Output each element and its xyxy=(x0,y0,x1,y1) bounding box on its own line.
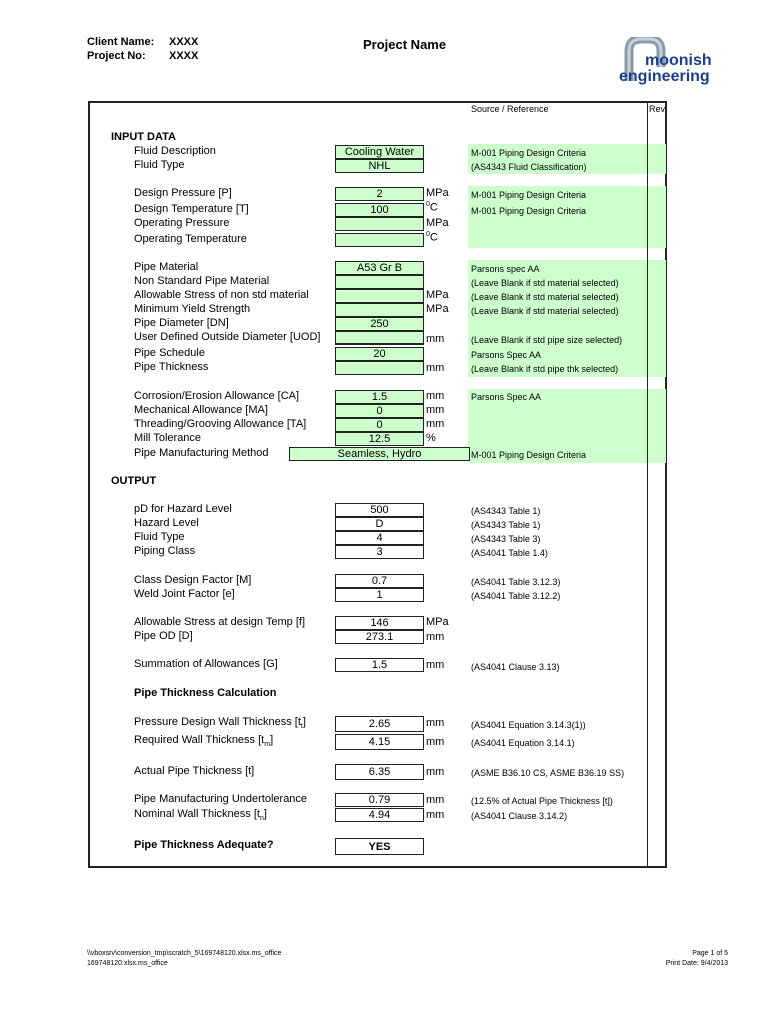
mechanical-unit: mm xyxy=(426,404,445,416)
required-wall-value: 4.15 xyxy=(335,734,424,750)
nominal-wall-ref: (AS4041 Clause 3.14.2) xyxy=(471,811,568,821)
class-design-factor-value: 0.7 xyxy=(335,574,424,588)
user-od-input[interactable] xyxy=(335,331,424,345)
required-wall-ref: (AS4041 Equation 3.14.1) xyxy=(471,738,575,748)
footer-page: Page 1 of 5 xyxy=(692,950,728,957)
non-std-material-ref: (Leave Blank if std material selected) xyxy=(471,278,619,288)
allowable-stress-non-std-unit: MPa xyxy=(426,289,449,301)
corrosion-unit: mm xyxy=(426,390,445,402)
pipe-thickness-input[interactable] xyxy=(335,361,424,375)
actual-thickness-ref: (ASME B36.10 CS, ASME B36.19 SS) xyxy=(471,768,625,778)
pipe-od-unit: mm xyxy=(426,631,445,643)
manufacturing-ref: M-001 Piping Design Criteria xyxy=(471,450,587,460)
pipe-material-input[interactable]: A53 Gr B xyxy=(335,261,424,275)
weld-joint-ref: (AS4041 Table 3.12.2) xyxy=(471,591,561,601)
fluid-type-label: Fluid Type xyxy=(134,159,185,171)
mill-tolerance-label: Mill Tolerance xyxy=(134,432,202,444)
corrosion-ref: Parsons Spec AA xyxy=(471,392,542,402)
weld-joint-value: 1 xyxy=(335,588,424,602)
footer-path: \\vboxsrv\conversion_tmp\scratch_5\169748120.xlsx.ms_office xyxy=(87,950,282,957)
rev-column-divider xyxy=(647,101,648,868)
piping-class-ref: (AS4041 Table 1.4) xyxy=(471,548,548,558)
adequate-label: Pipe Thickness Adequate? xyxy=(134,839,274,851)
pipe-schedule-ref: Parsons Spec AA xyxy=(471,350,542,360)
operating-pressure-unit: MPa xyxy=(426,217,449,229)
allowable-stress-non-std-ref: (Leave Blank if std material selected) xyxy=(471,292,619,302)
min-yield-input[interactable] xyxy=(335,303,424,317)
sum-allowances-unit: mm xyxy=(426,659,445,671)
design-temperature-unit xyxy=(426,201,438,214)
design-pressure-input[interactable]: 2 xyxy=(335,187,424,201)
nominal-wall-label xyxy=(134,808,267,822)
fluid-type-input[interactable]: NHL xyxy=(335,159,424,173)
subscript: m xyxy=(264,741,271,749)
threading-label: Threading/Grooving Allowance [TA] xyxy=(134,418,307,430)
non-std-material-input[interactable] xyxy=(335,275,424,289)
user-od-label: User Defined Outside Diameter [UOD] xyxy=(134,331,321,343)
pressure-design-ref: (AS4041 Equation 3.14.3(1)) xyxy=(471,720,586,730)
undertolerance-ref: (12.5% of Actual Pipe Thickness [t]) xyxy=(471,796,613,806)
operating-temperature-label: Operating Temperature xyxy=(134,233,247,245)
pipe-material-label: Pipe Material xyxy=(134,261,199,273)
actual-thickness-value: 6.35 xyxy=(335,764,424,780)
design-temperature-ref: M-001 Piping Design Criteria xyxy=(471,206,587,216)
client-name-value: XXXX xyxy=(169,36,199,48)
nominal-wall-unit: mm xyxy=(426,809,445,821)
subscript: t xyxy=(300,723,303,731)
fluid-description-input[interactable]: Cooling Water xyxy=(335,145,424,159)
calc-heading: Pipe Thickness Calculation xyxy=(134,687,277,699)
bracket: ] xyxy=(302,716,306,728)
pressure-design-label xyxy=(134,716,306,730)
operating-pressure-input[interactable] xyxy=(335,217,424,231)
pipe-od-label: Pipe OD [D] xyxy=(134,630,193,642)
bracket: ] xyxy=(270,734,274,746)
project-no-value: XXXX xyxy=(169,50,199,62)
bracket: ] xyxy=(263,808,267,820)
client-name-label: Client Name: xyxy=(87,36,155,48)
pipe-thickness-label: Pipe Thickness xyxy=(134,361,209,373)
manufacturing-label: Pipe Manufacturing Method xyxy=(134,447,269,459)
pipe-thickness-ref: (Leave Blank if std pipe thk selected) xyxy=(471,364,619,374)
rev-bg xyxy=(648,186,666,248)
logo-text-top: moonish xyxy=(645,52,712,69)
pipe-schedule-label: Pipe Schedule xyxy=(134,347,205,359)
mechanical-input[interactable]: 0 xyxy=(335,404,424,418)
allowable-stress-non-std-label: Allowable Stress of non std material xyxy=(134,289,309,301)
output-heading: OUTPUT xyxy=(111,475,157,487)
allowable-stress-non-std-input[interactable] xyxy=(335,289,424,303)
source-reference-header: Source / Reference xyxy=(471,104,549,114)
output-fluid-type-label: Fluid Type xyxy=(134,531,185,543)
hazard-level-label: Hazard Level xyxy=(134,517,199,529)
operating-temperature-input[interactable] xyxy=(335,233,424,247)
min-yield-ref: (Leave Blank if std material selected) xyxy=(471,306,619,316)
hazard-level-value: D xyxy=(335,517,424,531)
pipe-thickness-unit: mm xyxy=(426,362,445,374)
sum-allowances-ref: (AS4041 Clause 3.13) xyxy=(471,662,560,672)
piping-class-label: Piping Class xyxy=(134,545,196,557)
allowable-stress-label: Allowable Stress at design Temp [f] xyxy=(134,616,305,628)
operating-pressure-label: Operating Pressure xyxy=(134,217,230,229)
rev-bg xyxy=(648,260,666,377)
footer-file: 169748120.xlsx.ms_office xyxy=(87,960,168,967)
required-wall-label-text: Required Wall Thickness [t xyxy=(134,734,265,746)
company-logo xyxy=(611,37,729,89)
rev-bg xyxy=(648,144,666,174)
class-design-factor-label: Class Design Factor [M] xyxy=(134,574,252,586)
weld-joint-label: Weld Joint Factor [e] xyxy=(134,588,235,600)
pd-hazard-value: 500 xyxy=(335,503,424,517)
nominal-wall-label-text: Nominal Wall Thickness [t xyxy=(134,808,260,820)
pressure-design-unit: mm xyxy=(426,717,445,729)
allowable-stress-unit: MPa xyxy=(426,616,449,628)
sum-allowances-label: Summation of Allowances [G] xyxy=(134,658,278,670)
sum-allowances-value: 1.5 xyxy=(335,658,424,672)
output-fluid-type-value: 4 xyxy=(335,531,424,545)
undertolerance-value: 0.79 xyxy=(335,793,424,807)
pipe-schedule-input[interactable]: 20 xyxy=(335,347,424,361)
output-fluid-type-ref: (AS4343 Table 3) xyxy=(471,534,541,544)
min-yield-unit: MPa xyxy=(426,303,449,315)
subscript: n xyxy=(259,815,264,823)
corrosion-input[interactable]: 1.5 xyxy=(335,390,424,404)
pipe-od-value: 273.1 xyxy=(335,630,424,644)
input-data-heading: INPUT DATA xyxy=(111,131,176,143)
fluid-description-ref: M-001 Piping Design Criteria xyxy=(471,148,587,158)
operating-temperature-unit xyxy=(426,231,438,244)
pipe-material-ref: Parsons spec AA xyxy=(471,264,540,274)
degree-sup: 0 xyxy=(426,231,430,238)
manufacturing-select[interactable]: Seamless, Hydro xyxy=(289,447,470,461)
unit-c: C xyxy=(429,231,438,244)
design-temperature-label: Design Temperature [T] xyxy=(134,203,249,215)
actual-thickness-label: Actual Pipe Thickness [t] xyxy=(134,765,255,777)
fluid-type-ref: (AS4343 Fluid Classification) xyxy=(471,162,587,172)
pd-hazard-ref: (AS4343 Table 1) xyxy=(471,506,541,516)
mechanical-label: Mechanical Allowance [MA] xyxy=(134,404,268,416)
footer-print-date: Print Date: 9/4/2013 xyxy=(665,960,728,967)
rev-bg xyxy=(648,389,666,463)
pipe-diameter-input[interactable]: 250 xyxy=(335,317,424,331)
piping-class-value: 3 xyxy=(335,545,424,559)
hazard-level-ref: (AS4343 Table 1) xyxy=(471,520,541,530)
threading-input[interactable]: 0 xyxy=(335,418,424,432)
design-pressure-label: Design Pressure [P] xyxy=(134,187,232,199)
unit-c: C xyxy=(429,201,438,214)
user-od-ref: (Leave Blank if std pipe size selected) xyxy=(471,335,623,345)
allowable-stress-value: 146 xyxy=(335,616,424,630)
required-wall-unit: mm xyxy=(426,736,445,748)
min-yield-label: Minimum Yield Strength xyxy=(134,303,251,315)
project-name: Project Name xyxy=(363,37,447,52)
adequate-value: YES xyxy=(335,838,424,855)
undertolerance-label: Pipe Manufacturing Undertolerance xyxy=(134,793,308,805)
mill-tolerance-unit: % xyxy=(426,432,436,444)
nominal-wall-value: 4.94 xyxy=(335,808,424,822)
design-pressure-unit: MPa xyxy=(426,187,449,199)
degree-sup: 0 xyxy=(426,201,430,208)
undertolerance-unit: mm xyxy=(426,794,445,806)
corrosion-label: Corrosion/Erosion Allowance [CA] xyxy=(134,390,300,402)
project-no-label: Project No: xyxy=(87,50,146,62)
pressure-design-value: 2.65 xyxy=(335,716,424,732)
design-temperature-input[interactable]: 100 xyxy=(335,203,424,217)
actual-thickness-unit: mm xyxy=(426,766,445,778)
class-design-factor-ref: (AS4041 Table 3.12.3) xyxy=(471,577,561,587)
rev-header: Rev xyxy=(649,104,666,114)
non-std-material-label: Non Standard Pipe Material xyxy=(134,275,270,287)
fluid-description-label: Fluid Description xyxy=(134,145,216,157)
design-pressure-ref: M-001 Piping Design Criteria xyxy=(471,190,587,200)
pd-hazard-label: pD for Hazard Level xyxy=(134,503,232,515)
mill-tolerance-input[interactable]: 12.5 xyxy=(335,432,424,446)
threading-unit: mm xyxy=(426,418,445,430)
required-wall-label xyxy=(134,734,273,748)
user-od-unit: mm xyxy=(426,333,445,345)
pipe-diameter-label: Pipe Diameter [DN] xyxy=(134,317,229,329)
logo-text-bottom: engineering xyxy=(619,68,710,85)
pressure-design-label-text: Pressure Design Wall Thickness [t xyxy=(134,716,301,728)
